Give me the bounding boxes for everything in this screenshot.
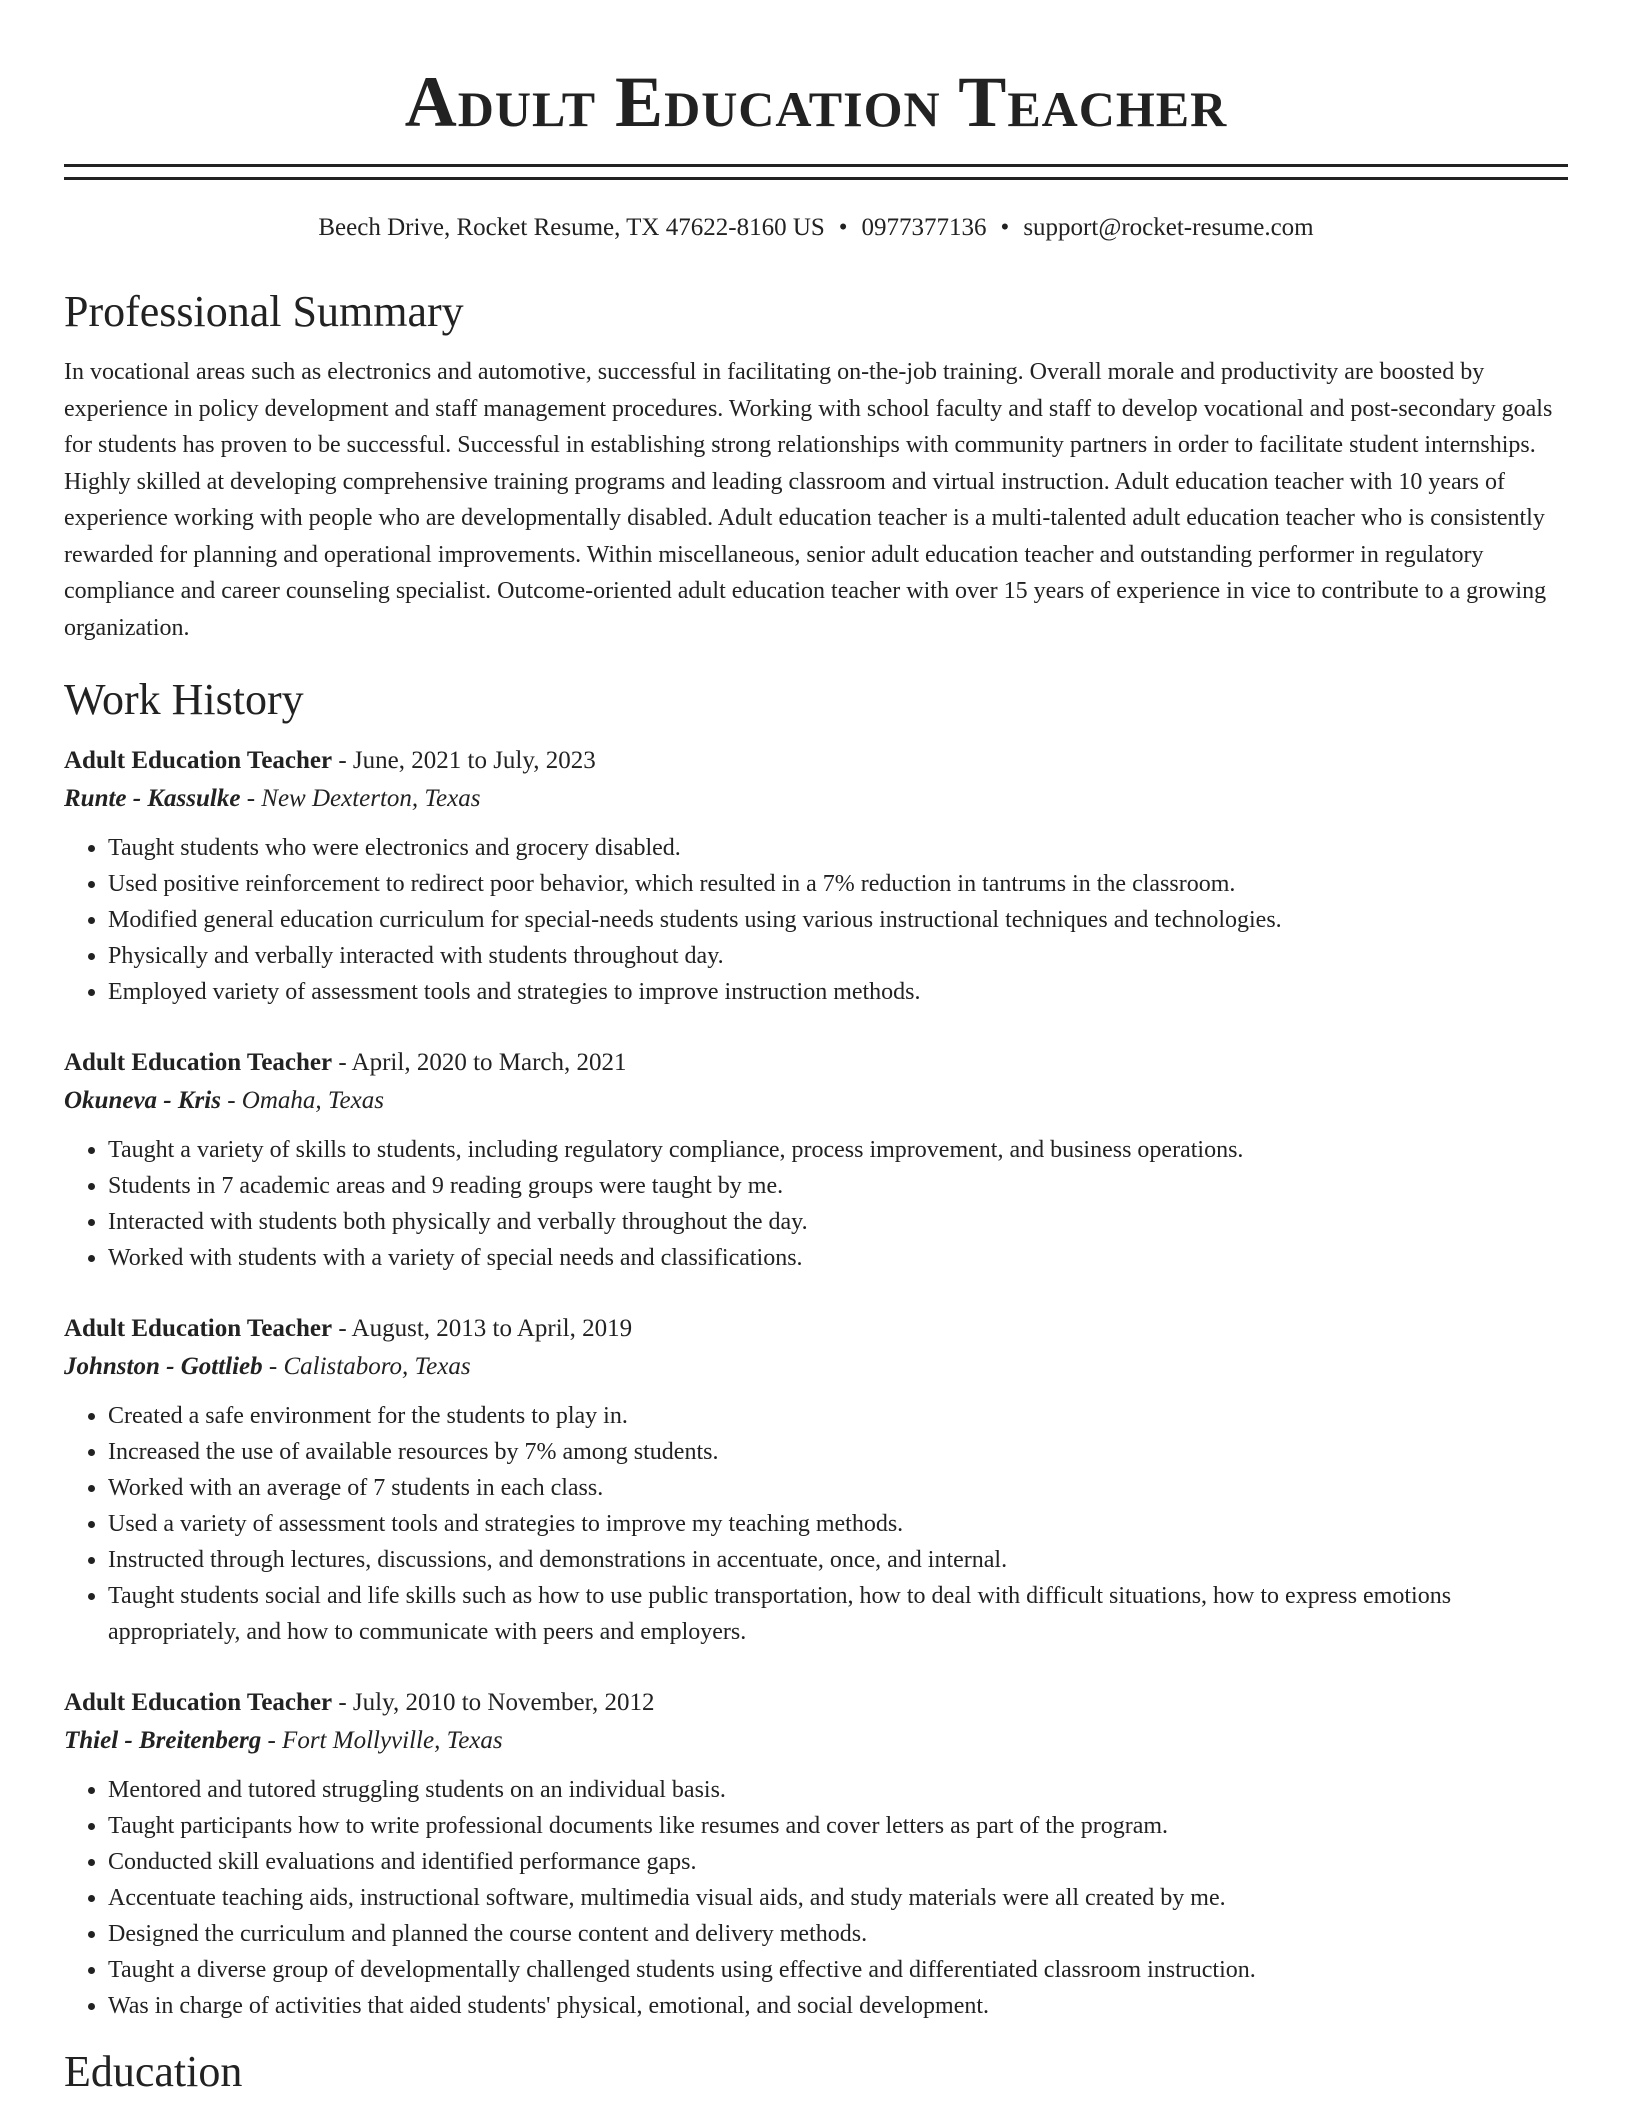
- section-heading-work-history: Work History: [64, 675, 304, 724]
- job-company-line: [64, 1348, 1568, 1386]
- job-title: Adult Education Teacher: [64, 747, 333, 774]
- job-company: Okuneva - Kris: [64, 1087, 221, 1114]
- job-title: Adult Education Teacher: [64, 1049, 333, 1076]
- job-company-line: [64, 780, 1568, 818]
- job-entry: [64, 742, 1568, 1010]
- job-duty: • Taught a diverse group of developmentally challenged students using effective and differentiated classroom instruction.: [108, 1952, 1568, 1988]
- job-duty: • Created a safe environment for the students to play in.: [108, 1398, 1568, 1434]
- job-location: - Omaha, Texas: [220, 1087, 384, 1114]
- job-duties-list: [64, 1132, 1568, 1276]
- job-duty: • Worked with students with a variety of special needs and classifications.: [108, 1240, 1568, 1276]
- section-heading-education: Education: [64, 2047, 243, 2096]
- job-title-line: [64, 1684, 1568, 1722]
- job-duty: • Physically and verbally interacted with students throughout day.: [108, 938, 1568, 974]
- job-title-line: [64, 742, 1568, 780]
- job-location: - New Dexterton, Texas: [240, 785, 481, 812]
- job-company-line: [64, 1082, 1568, 1120]
- job-duty: • Modified general education curriculum for special-needs students using various instructional techniques and technologies.: [108, 902, 1568, 938]
- job-duty: • Designed the curriculum and planned the course content and delivery methods.: [108, 1916, 1568, 1952]
- job-duty: • Taught students who were electronics and grocery disabled.: [108, 830, 1568, 866]
- job-entry: [64, 1684, 1568, 2024]
- job-duty: • Used a variety of assessment tools and strategies to improve my teaching methods.: [108, 1506, 1568, 1542]
- job-duty: • Increased the use of available resources by 7% among students.: [108, 1434, 1568, 1470]
- job-duty: • Used positive reinforcement to redirect poor behavior, which resulted in a 7% reduction in tantrums in the classroom.: [108, 866, 1568, 902]
- job-duty: • Interacted with students both physically and verbally throughout the day.: [108, 1204, 1568, 1240]
- job-company-line: [64, 1722, 1568, 1760]
- job-duties-list: [64, 1772, 1568, 2024]
- job-company: Johnston - Gottlieb: [64, 1353, 263, 1380]
- job-duties-list: [64, 1398, 1568, 1650]
- job-title-line: [64, 1044, 1568, 1082]
- job-title-line: [64, 1310, 1568, 1348]
- job-company: Thiel - Breitenberg: [64, 1727, 262, 1754]
- contact-separator: •: [1000, 214, 1010, 241]
- contact-email: support@rocket-resume.com: [1023, 214, 1314, 241]
- job-duty: • Taught students social and life skills such as how to use public transportation, how to deal with difficult situations, how to express emotions appropriately, and how to communicate with peers and employers.: [108, 1578, 1568, 1650]
- job-entry: [64, 1310, 1568, 1650]
- job-entry: [64, 1044, 1568, 1276]
- section-heading-summary: Professional Summary: [64, 287, 464, 336]
- job-location: - Calistaboro, Texas: [262, 1353, 471, 1380]
- job-duty: • Conducted skill evaluations and identified performance gaps.: [108, 1844, 1568, 1880]
- job-dates: - April, 2020 to March, 2021: [332, 1049, 627, 1076]
- job-location: - Fort Mollyville, Texas: [261, 1727, 503, 1754]
- job-dates: - July, 2010 to November, 2012: [332, 1689, 655, 1716]
- contact-phone: 0977377136: [861, 214, 987, 241]
- job-duty: • Worked with an average of 7 students in each class.: [108, 1470, 1568, 1506]
- job-duty: • Instructed through lectures, discussions, and demonstrations in accentuate, once, and internal.: [108, 1542, 1568, 1578]
- job-dates: - August, 2013 to April, 2019: [332, 1315, 633, 1342]
- job-duty: • Students in 7 academic areas and 9 reading groups were taught by me.: [108, 1168, 1568, 1204]
- job-company: Runte - Kassulke: [64, 785, 241, 812]
- job-duty: • Taught participants how to write professional documents like resumes and cover letters as part of the program.: [108, 1808, 1568, 1844]
- job-dates: - June, 2021 to July, 2023: [332, 747, 596, 774]
- summary-text: In vocational areas such as electronics and automotive, successful in facilitating on-the-job training. Overall morale and productivity are boosted by experience in policy development and staff management procedures. Working with school faculty and staff to develop vocational and post-secondary goals for students has proven to be successful. Successful in establishing strong relationships with community partners in order to facilitate student internships. Highly skilled at developing comprehensive training programs and leading classroom and virtual instruction. Adult education teacher with 10 years of experience working with people who are developmentally disabled. Adult education teacher is a multi-talented adult education teacher who is consistently rewarded for planning and operational improvements. Within miscellaneous, senior adult education teacher and outstanding performer in regulatory compliance and career counseling specialist. Outcome-oriented adult education teacher with over 15 years of experience in vice to contribute to a growing organization.: [64, 359, 1553, 641]
- job-title: Adult Education Teacher: [64, 1689, 333, 1716]
- job-duty: • Taught a variety of skills to students, including regulatory compliance, process improvement, and business operations.: [108, 1132, 1568, 1168]
- contact-line: [0, 210, 1632, 246]
- contact-separator: •: [838, 214, 848, 241]
- job-duty: • Accentuate teaching aids, instructional software, multimedia visual aids, and study materials were all created by me.: [108, 1880, 1568, 1916]
- job-duty: • Mentored and tutored struggling students on an individual basis.: [108, 1772, 1568, 1808]
- resume-body: [0, 286, 1632, 2098]
- job-duty: • Was in charge of activities that aided students' physical, emotional, and social development.: [108, 1988, 1568, 2024]
- resume-title: Adult Education Teacher: [404, 62, 1228, 142]
- title-double-rule: [64, 164, 1568, 180]
- contact-address: Beech Drive, Rocket Resume, TX 47622-8160 US: [318, 214, 825, 241]
- job-title: Adult Education Teacher: [64, 1315, 333, 1342]
- job-duties-list: [64, 830, 1568, 1010]
- job-duty: • Employed variety of assessment tools and strategies to improve instruction methods.: [108, 974, 1568, 1010]
